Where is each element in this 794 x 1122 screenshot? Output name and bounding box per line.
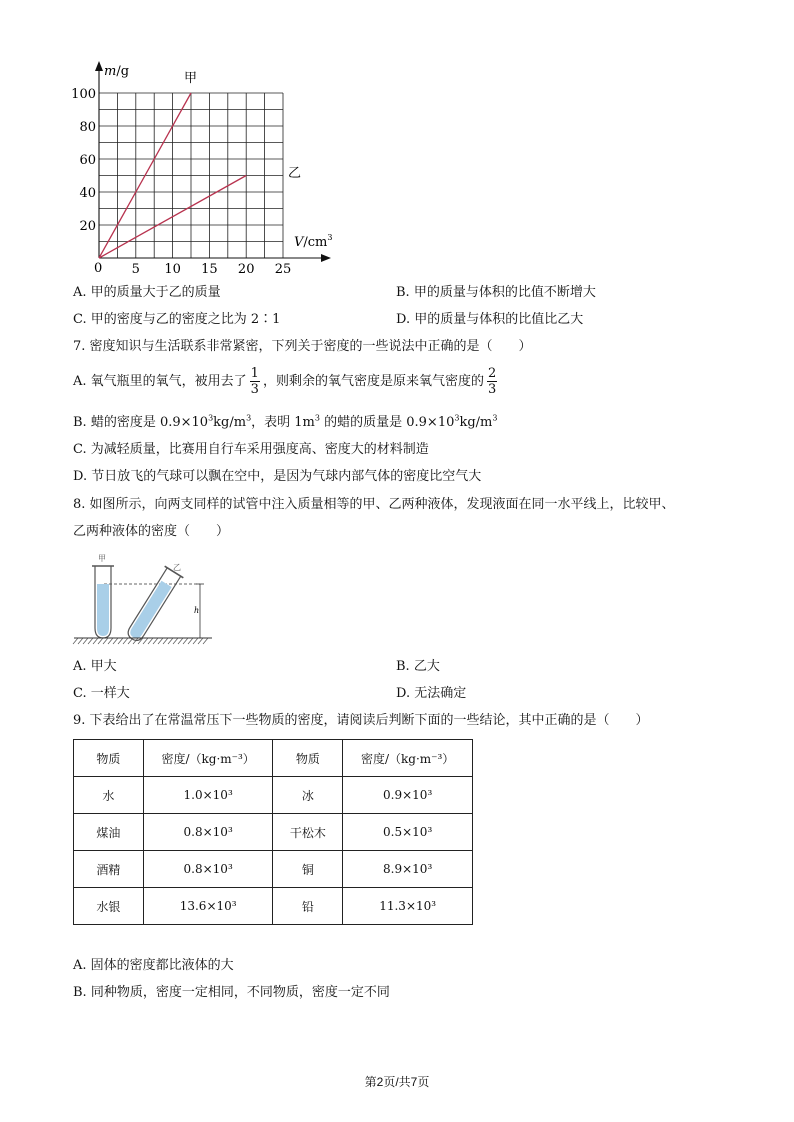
ground-hatch [108, 638, 113, 644]
table-row [74, 814, 473, 851]
y-axis-arrow [95, 61, 103, 71]
q9-option-a: A. 固体的密度都比液体的大 [73, 958, 234, 973]
ground-hatch [103, 638, 108, 644]
ground-hatch [203, 638, 208, 644]
q7-option-b: B. 蜡的密度是 $0.9\times 10^3kg/m^3$，表明 $1m^3$ 的蜡的质量是 $0.9\times 10^3kg/m^3$ [73, 413, 498, 430]
table-header: 物质 [74, 740, 144, 777]
q9-option-b: B. 同种物质，密度一定相同，不同物质，密度一定不同 [73, 985, 390, 1000]
table-cell: 13.6×10³ [143, 888, 273, 925]
ground-hatch [83, 638, 88, 644]
table-cell: 水银 [74, 888, 144, 925]
ground-hatch [163, 638, 168, 644]
ground-hatch [173, 638, 178, 644]
table-header: 密度/（kg·m⁻³） [143, 740, 273, 777]
fraction-two-thirds: $\frac{2}{3}$ [487, 366, 497, 397]
x-axis-arrow [321, 254, 331, 262]
ground-hatch [168, 638, 173, 644]
table-cell: 干松木 [273, 814, 343, 851]
x-tick-label: 10 [164, 262, 181, 277]
q8-stem-line2: 乙两种液体的密度（ ） [73, 524, 230, 539]
q9-stem: 9. 下表给出了在常温常压下一些物质的密度，请阅读后判断下面的一些结论，其中正确的是（ ） [73, 713, 649, 728]
q7-option-d: D. 节日放飞的气球可以飘在空中，是因为气球内部气体的密度比空气大 [73, 469, 482, 484]
ground-hatch [128, 638, 133, 644]
ground-hatch [193, 638, 198, 644]
test-tube-jia [92, 566, 114, 638]
q7-option-c: C. 为减轻质量，比赛用自行车采用强度高、密度大的材料制造 [73, 442, 429, 457]
ground-hatch [178, 638, 183, 644]
x-tick-label: 20 [237, 262, 255, 277]
ground-hatch [188, 638, 193, 644]
q6-option-c: C. 甲的密度与乙的密度之比为 2∶1 [73, 312, 281, 327]
ground-hatch [78, 638, 83, 644]
y-axis-label: m/g [104, 64, 130, 79]
ground-hatch [143, 638, 148, 644]
ground-hatch [123, 638, 128, 644]
y-tick-label: 80 [79, 120, 96, 135]
table-row [74, 851, 473, 888]
y-tick-label: 60 [79, 153, 96, 168]
ground-hatch [98, 638, 103, 644]
q6-option-d: D. 甲的质量与体积的比值比乙大 [396, 312, 584, 327]
q8-option-b: B. 乙大 [396, 659, 440, 674]
x-tick-label: 5 [131, 262, 140, 277]
graph-grid [99, 93, 283, 258]
origin-label: 0 [94, 261, 103, 276]
table-header-row [74, 740, 473, 777]
test-tubes-figure [70, 550, 220, 650]
fraction-one-third: $\frac{1}{3}$ [250, 366, 259, 397]
ground-hatch [148, 638, 153, 644]
ground-hatch [113, 638, 118, 644]
ground-hatch [93, 638, 98, 644]
x-tick-label: 15 [201, 262, 218, 277]
y-tick-label: 40 [79, 186, 96, 201]
q8-stem-line1: 8. 如图所示，向两支同样的试管中注入质量相等的甲、乙两种液体，发现液面在同一水平线上，比较甲、 [73, 497, 675, 512]
graph-axes [95, 61, 331, 262]
ground-line [73, 638, 212, 644]
ground-hatch [158, 638, 163, 644]
density-table [73, 739, 473, 925]
x-axis-label: $V/cm^3$ [294, 233, 333, 250]
table-cell: 0.9×10³ [343, 777, 473, 814]
q7-stem: 7. 密度知识与生活联系非常紧密，下列关于密度的一些说法中正确的是（ ） [73, 339, 532, 354]
height-label: h [194, 606, 200, 615]
table-cell: 1.0×10³ [143, 777, 273, 814]
q8-option-d: D. 无法确定 [396, 686, 467, 701]
mass-volume-graph [60, 60, 350, 280]
table-cell: 煤油 [74, 814, 144, 851]
y-tick-label: 100 [71, 87, 96, 102]
table-cell: 8.9×10³ [343, 851, 473, 888]
x-tick-label: 25 [274, 262, 292, 277]
q8-option-a: A. 甲大 [73, 659, 117, 674]
table-cell: 11.3×10³ [343, 888, 473, 925]
table-header: 物质 [273, 740, 343, 777]
table-cell: 酒精 [74, 851, 144, 888]
q6-option-a: A. 甲的质量大于乙的质量 [73, 285, 221, 300]
q7-option-a: A. 氧气瓶里的氧气，被用去了 $\frac{1}{3}$ ，则剩余的氧气密度是原来氧气密度的 $\frac{2}{3}$ [73, 366, 497, 397]
table-cell: 冰 [273, 777, 343, 814]
ground-hatch [73, 638, 78, 644]
ground-hatch [88, 638, 93, 644]
line-jia-label: 甲 [184, 71, 198, 86]
ground-hatch [183, 638, 188, 644]
table-cell: 铜 [273, 851, 343, 888]
table-header: 密度/（kg·m⁻³） [343, 740, 473, 777]
q6-option-b: B. 甲的质量与体积的比值不断增大 [396, 285, 596, 300]
tube-label-jia: 甲 [98, 554, 106, 563]
ground-hatch [153, 638, 158, 644]
table-cell: 0.8×10³ [143, 814, 273, 851]
table-row [74, 777, 473, 814]
tube-label-yi: 乙 [173, 563, 181, 572]
y-tick-label: 20 [79, 219, 96, 234]
table-cell: 0.5×10³ [343, 814, 473, 851]
table-cell: 0.8×10³ [143, 851, 273, 888]
table-cell: 水 [74, 777, 144, 814]
table-row [74, 888, 473, 925]
test-tube-yi [123, 566, 184, 645]
ground-hatch [198, 638, 203, 644]
table-cell: 铅 [273, 888, 343, 925]
ground-hatch [118, 638, 123, 644]
page-number: 第2页/共7页 [364, 1075, 430, 1089]
q8-option-c: C. 一样大 [73, 686, 130, 701]
line-yi-label: 乙 [288, 166, 302, 181]
